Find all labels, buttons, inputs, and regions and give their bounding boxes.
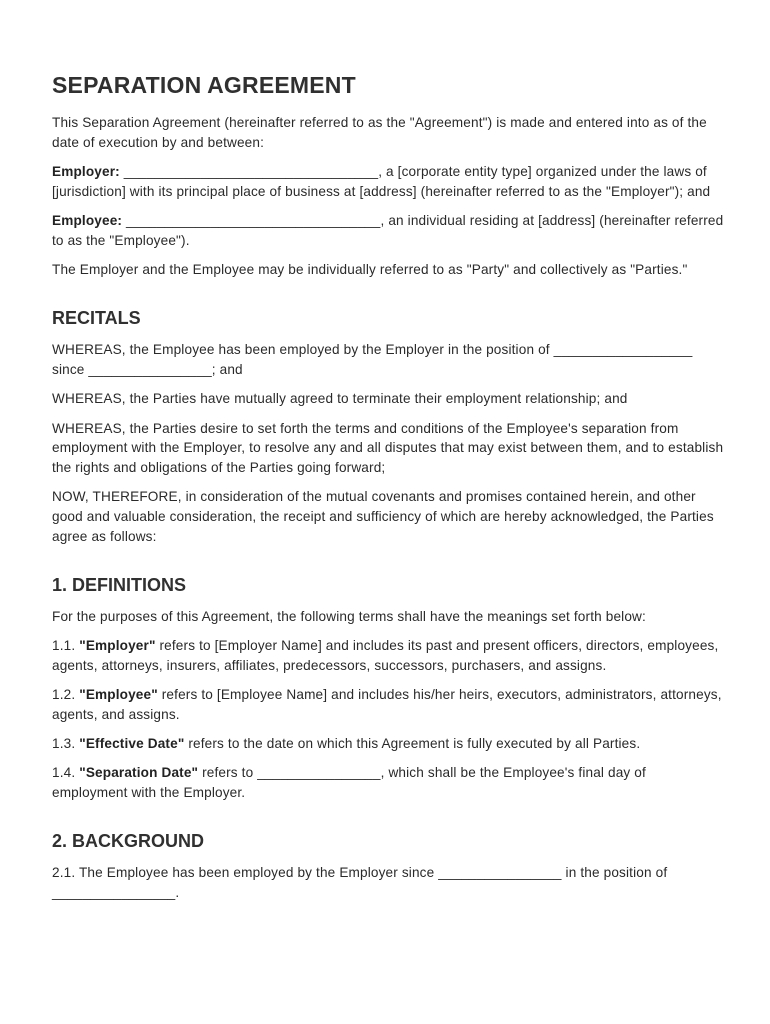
- definition-item: [52, 763, 724, 802]
- document-page: [52, 70, 724, 912]
- definition-item: [52, 636, 724, 675]
- background-heading: 2. BACKGROUND: [52, 830, 205, 851]
- definition-number: 1.2.: [52, 687, 76, 703]
- recitals-heading: RECITALS: [52, 308, 141, 329]
- parties-paragraph: The Employer and the Employee may be individually referred to as "Party" and collectively as "Parties.": [52, 261, 688, 277]
- definition-text: refers to [Employee Name] and includes his/her heirs, executors, administrators, attorneys, agents, and assigns.: [52, 687, 722, 723]
- definition-text: refers to the date on which this Agreement is fully executed by all Parties.: [184, 736, 641, 752]
- definition-number: 1.1.: [52, 638, 76, 654]
- definition-item: [52, 685, 724, 724]
- recital-paragraph: NOW, THEREFORE, in consideration of the mutual covenants and promises contained herein, and other good and valuable consideration, the receipt and sufficiency of which are hereby acknowledged, the Parties agree as follows:: [52, 489, 714, 544]
- recital-paragraph: WHEREAS, the Parties desire to set forth the terms and conditions of the Employee's separation from employment with the Employer, to resolve any and all disputes that may exist between them, and to establish the rights and obligations of the Parties going forward;: [52, 420, 724, 475]
- definition-item: [52, 734, 724, 754]
- definition-text: refers to [Employer Name] and includes its past and present officers, directors, employees, agents, attorneys, insurers, affiliates, predecessors, successors, purchasers, and assigns.: [52, 638, 719, 674]
- definitions-intro: For the purposes of this Agreement, the following terms shall have the meanings set forth below:: [52, 609, 646, 625]
- recital-paragraph: WHEREAS, the Parties have mutually agreed to terminate their employment relationship; and: [52, 391, 628, 407]
- definition-number: 1.3.: [52, 736, 76, 752]
- definition-term: "Effective Date": [79, 736, 185, 752]
- document-title: SEPARATION AGREEMENT: [52, 72, 356, 98]
- intro-paragraph: This Separation Agreement (hereinafter referred to as the "Agreement") is made and entered into as of the date of execution by and between:: [52, 115, 707, 150]
- employer-paragraph: [52, 162, 724, 201]
- recital-paragraph: WHEREAS, the Employee has been employed by the Employer in the position of __________________ since ________________; and: [52, 342, 693, 378]
- definition-number: 1.4.: [52, 765, 76, 781]
- employee-label: Employee:: [52, 212, 123, 228]
- definition-term: "Employee": [79, 687, 158, 703]
- definition-term: "Employer": [79, 638, 156, 654]
- background-paragraph: 2.1. The Employee has been employed by the Employer since ________________ in the position of ________________.: [52, 864, 668, 900]
- definitions-heading: 1. DEFINITIONS: [52, 575, 187, 596]
- employee-paragraph: [52, 211, 724, 250]
- employee-text: _________________________________, an individual residing at [address] (hereinafter referred to as the "Employee").: [52, 212, 724, 248]
- employer-label: Employer:: [52, 163, 120, 179]
- definition-term: "Separation Date": [79, 765, 199, 781]
- employer-text: _________________________________, a [corporate entity type] organized under the laws of [jurisdiction] with its principal place of business at [address] (hereinafter referred to as the "Employer"); and: [52, 163, 711, 199]
- definition-text: refers to ________________, which shall be the Employee's final day of employment with the Employer.: [52, 765, 646, 801]
